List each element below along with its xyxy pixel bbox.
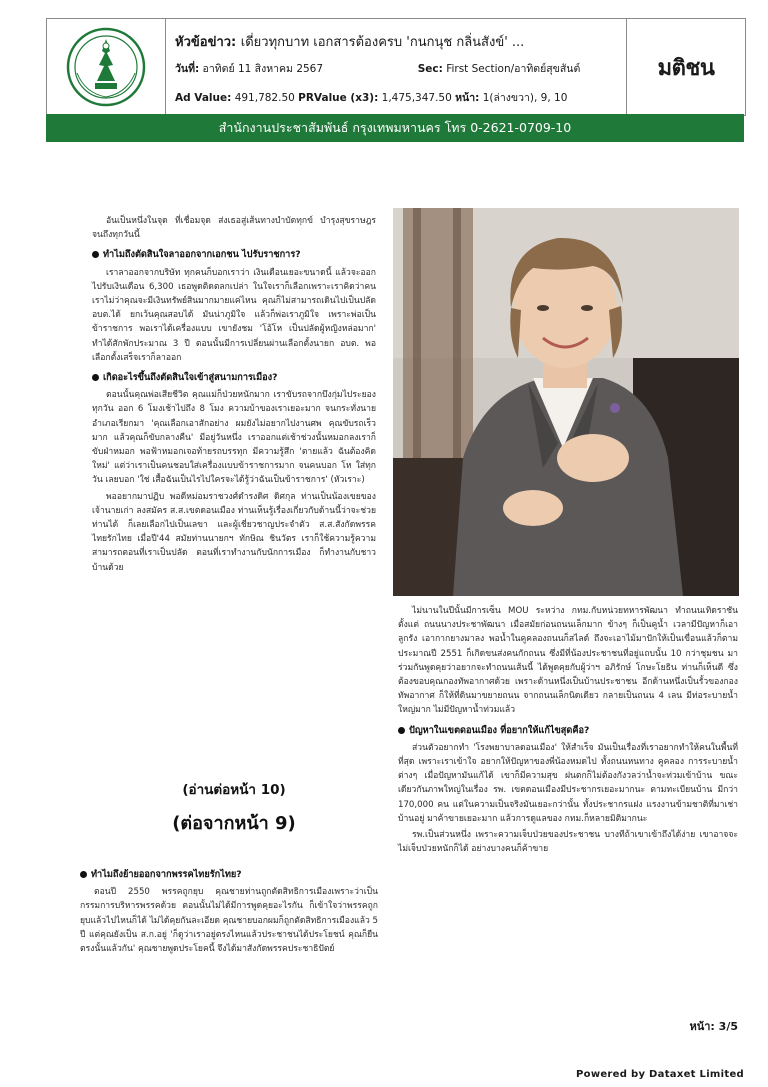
question-4: ปัญหาในเขตดอนเมือง ที่อยากให้แก้ไขสุดคือ? xyxy=(398,724,738,738)
interview-photo xyxy=(393,208,739,596)
section-value: First Section/อาทิตย์สุขสันต์ xyxy=(446,63,581,75)
right-column xyxy=(398,604,738,858)
left-column xyxy=(92,214,376,577)
continue-note: (อ่านต่อหน้า 10) xyxy=(182,782,286,798)
date-value: อาทิตย์ 11 สิงหาคม 2567 xyxy=(202,63,324,75)
value-row xyxy=(175,89,567,106)
date-label: วันที่: xyxy=(175,63,200,75)
page-number-value: 3/5 xyxy=(718,1020,738,1033)
ad-value: 491,782.50 xyxy=(234,92,295,104)
pr-value-label: PRValue (x3): xyxy=(298,92,379,104)
bma-seal-icon xyxy=(47,19,165,115)
right-paragraph-1: ไม่นานในปีนั้นมีการเซ็น MOU ระหว่าง กทม.กับหน่วยทหารพัฒนา ทำถนนเทิดราชัน ตั้งแต่ ถนนนางประชาพัฒนา เมื่อสมัยก่อนถนนเล็กมาก ข้างๆ ก็เป็นคูน้ำ เวลามีปัญหาก็เอาลูกรัง เอากากยางมาลง พอน้ำในคูคลองถนนก็สไลด์ ถึงจะเอาไม้มาปักให้เป็นเขื่อนแล้วก็ตาม ประมาณปี 2551 ก็เกิดขนส่งคนกักถนน ซึ่งมีที่น้องประชาชนที่อยู่แถบนั้น 10 กว่าชุมชน มาร่วมกันพูดคุยว่าอยากจะทำถนนเส้นนี้ ได้พูดคุยกับผู้ว่าฯ อภิรักษ์ โกษะโยธิน ท่านก็เห็นดี ซึ่งต้องขอบคุณกองทัพอากาศด้วย เพราะด้านหนึ่งเป็นบ้านประชาชน อีกด้านหนึ่งเป็นรั้วของกองทัพอากาศ ก็ให้ที่ดินมาขยายถนน จากถนนเล็กนิดเดียว กลายเป็นถนน 4 เลน มีท่อระบายน้ำใหญ่มาก ไม่มีปัญหาน้ำท่วมแล้ว xyxy=(398,606,738,716)
clipping-header xyxy=(46,18,746,116)
title-label: หัวข้อข่าว: xyxy=(175,35,237,50)
publication-logo xyxy=(626,19,745,115)
answer-1: เราลาออกจากบริษัท ทุกคนก็บอกเราว่า เงินเดือนเยอะขนาดนี้ แล้วจะออกไปรับเงินเดือน 6,300 เธอพูดติดตลกเปล่า ในใจเราก็เลือกเพราะเราคิดว่าคนเราไม่ว่าคุณจะมีเงินทรัพย์สินมากมายแค่ไหน คุณก็ไม่สามารถเดินไปเป็นปลัด อบต.ได้ ยกเว้นคุณสอบได้ มันน่าภูมิใจ แล้วก็พ่อเราภูมิใจ เพราะพ่อเป็นข้าราชการ พอเราได้เครื่องแบบ เขายังชม 'โอ้โห เป็นปลัดผู้หญิงหล่อมาก' ทำได้สักพักประมาณ 3 ปี ตอนนั้นมีการเปลี่ยนผ่านเลือกตั้งนายก อบต. พอเลือกตั้งเสร็จเราก็ลาออก xyxy=(92,267,376,363)
agency-text: สำนักงานประชาสัมพันธ์ กรุงเทพมหานคร โทร 0-2621-0709-10 xyxy=(218,120,572,135)
portrait-image xyxy=(393,208,739,596)
date-row xyxy=(175,60,580,77)
page-value: 1(ล่างขวา), 9, 10 xyxy=(482,92,568,104)
continued-from-note: (ต่อจากหน้า 9) xyxy=(172,813,296,834)
publication-name: มติชน xyxy=(657,55,715,81)
title-value: เดี่ยวทุกบาท เอกสารต้องครบ 'กนกนุช กลิ่นสังข์' ... xyxy=(240,35,525,50)
question-3: ทำไมถึงย้ายออกจากพรรคไทยรักไทย? xyxy=(80,868,378,882)
bma-logo xyxy=(47,19,166,115)
answer-4b: รพ.เป็นส่วนหนึ่ง เพราะความเจ็บป่วยของประชาชน บางทีถ้าเขาเข้าถึงได้ง่าย เขาอาจจะไม่เจ็บป่วยหนักก็ได้ อย่างบางคนก็ค้าขาย xyxy=(398,830,738,855)
section-label: Sec: xyxy=(417,63,443,75)
page-number-label: หน้า: xyxy=(689,1020,715,1033)
ad-value-label: Ad Value: xyxy=(175,92,232,104)
left-intro: อันเป็นหนึ่งในจุด ที่เชื่อมจุด ส่งเธอสู่เส้นทางบำบัดทุกข์ บำรุงสุขราษฎร จนถึงทุกวันนี้ xyxy=(92,216,376,241)
answer-2b: พออยากมาปฏิบ พอดีหม่อมราชวงศ์ดำรงดิศ ดิศกุล ท่านเป็นน้องเขยของเจ้านายเก่า ลงสมัคร ส.ส.เขตดอนเมือง ท่านเห็นรู้เรื่องเกี่ยวกับด้านนี้ว่าจะช่วยท่านได้ ก็เลยเลือกไปเป็นเลขา และผู้เชี่ยวชาญประจำตัว ส.ส.สังกัดพรรคไทยรักไทย เมื่อปี'44 สมัยท่านนายกฯ ทักษิณ ชินวัตร เราก็ใช้ความรู้ความสามารถตอนที่เราเป็นปลัด ตอนที่เราทำงานกับนักการเมือง ก็ทำงานกับชาวบ้านด้วย xyxy=(92,491,376,573)
powered-by: Powered by Dataxet Limited xyxy=(576,1069,744,1080)
question-2: เกิดอะไรขึ้นถึงตัดสินใจเข้าสู่สนามการเมือง? xyxy=(92,371,376,385)
question-1: ทำไมถึงตัดสินใจลาออกจากเอกชน ไปรับราชการ? xyxy=(92,248,376,262)
answer-3: ตอนปี 2550 พรรคถูกยุบ คุณชายท่านถูกตัดสิทธิการเมืองเพราะว่าเป็นกรรมการบริหารพรรคด้วย ตอนนั้นไม่ได้มีการพูดคุยอะไรกัน ก็เข้าใจว่าพรรคถูกยุบแล้วไปไหนก็ได้ ไม่ได้คุยกันละเอียด คุณชายบอกผมก็ถูกตัดสิทธิการเมืองแล้ว 5 ปี แต่คุณยังเป็น ส.ก.อยู่ 'ก็ดูว่าเราอยู่ตรงไหนแล้วประชาชนได้ประโยชน์ คุณก็ยืนตรงนั้นแล้วกัน' คุณชายพูดประโยคนี้ จึงได้มาสังกัดพรรคประชาธิปัตย์ xyxy=(80,887,378,955)
page-label: หน้า: xyxy=(455,92,480,104)
page-number xyxy=(689,1017,738,1035)
left-column-lower xyxy=(80,862,378,958)
agency-bar xyxy=(46,114,744,142)
answer-2: ตอนนั้นคุณพ่อเสียชีวิต คุณแม่ก็ป่วยหนักมาก เราขับรถจากบึงกุ่มไประยอง ทุกวัน ออก 6 โมงเช้าไปถึง 8 โมง ความบ้าของเราเยอะมาก จนกระทั่งนายอำเภอเรียกมา 'คุณเลือกเอาสักอย่าง ผมยังไม่อยากไปงานศพ คุณขับรถเร็วมาก แล้วคุณก็ขับกลางคืน' มีอยู่วันหนึ่ง เราออกแต่เช้าช่วงนั้นหมอกลงเราก็ขับฝ่าหมอก พอฟ้าหมอกเจอท้ายรถบรรทุก มีความรู้สึก 'ตายแล้ว ฉันต้องคิดใหม่' แต่ว่าเราเป็นคนชอบใส่เครื่องแบบข้าราชการมาก จนคนบอก โห ใส่ทุกวัน เลยบอก 'ใช่ เสื้อฉันเป็นไรไปใครจะได้รู้ว่าฉันเป็นข้าราชการ' (หัวเราะ) xyxy=(92,390,376,486)
clipping-meta xyxy=(169,19,625,115)
title-row xyxy=(175,31,524,52)
pr-value: 1,475,347.50 xyxy=(381,92,452,104)
answer-4: ส่วนตัวอยากทำ 'โรงพยาบาลดอนเมือง' ให้สำเร็จ มันเป็นเรื่องที่เราอยากทำให้คนในพื้นที่ที่สุด เพราะเราเข้าใจ อยากให้ปัญหาของพี่น้องหมดไป ทั้งถนนหนทาง คูคลอง การระบายน้ำต่างๆ เมื่อปัญหามันแก้ได้ เขาก็มีความสุข ฝนตกก็ไม่ต้องกังวลว่าน้ำจะท่วมเข้าบ้าน ขณะเดียวกันภาพใหญ่ในเรื่อง รพ. เขตดอนเมืองมีประชากรเยอะมากนะ ตามทะเบียนบ้าน มีกว่า 170,000 คน แต่ในความเป็นจริงมันเยอะกว่านั้น ทั้งประชากรแฝง แรงงานข้ามชาติที่มาเช่าบ้านอยู่ มาค้าขายเยอะมาก แล้วการดูแลของ กทม.ก็หลายมิติมากนะ xyxy=(398,742,738,824)
